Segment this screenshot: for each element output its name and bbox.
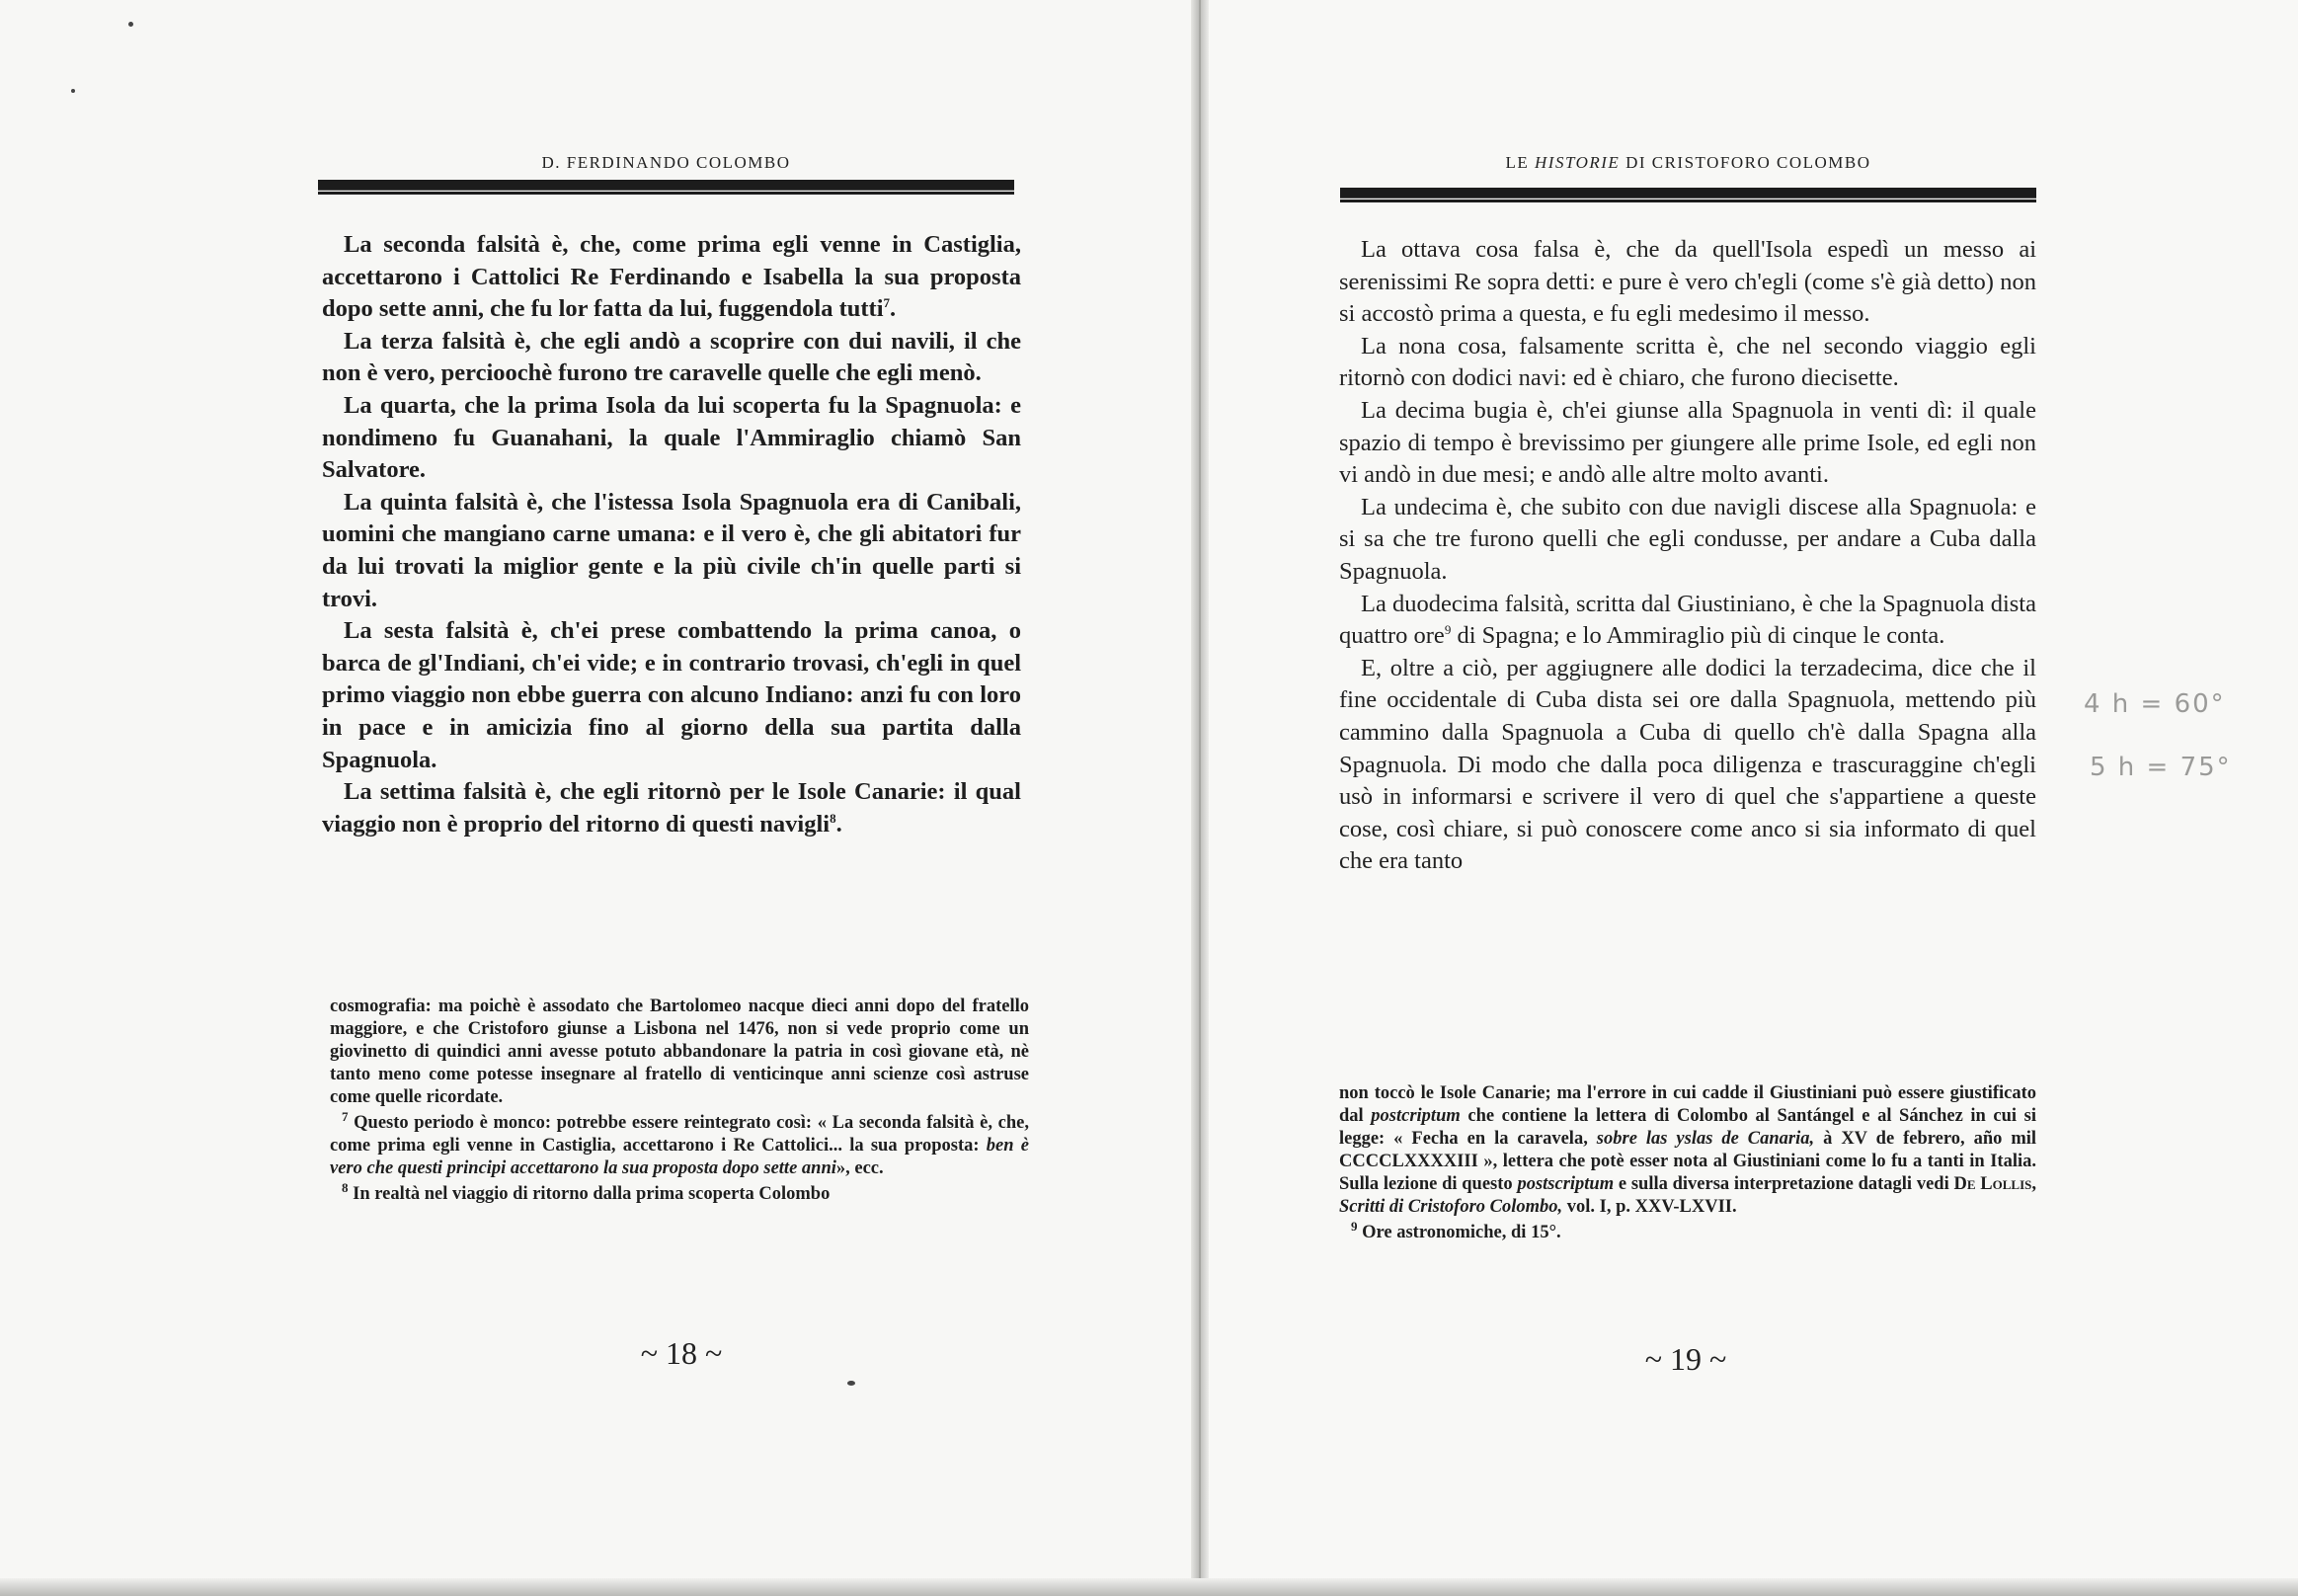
paper-speck [847,1381,855,1386]
paragraph: La sesta falsità è, ch'ei prese combattendo la prima canoa, o barca de gl'Indiani, ch'ei vide; e in contrario trovasi, ch'egli in quel primo viaggio non ebbe guerra con alcuno Indiano: anzi fu con loro in pace e in amicizia fino al giorno della sua partita dalla Spagnuola. [322,617,1021,773]
footnotes-left [330,996,1029,1206]
page-number-left: ~ 18 ~ [640,1335,723,1371]
paragraph: La quinta falsità è, che l'istessa Isola Spagnuola era di Canibali, uomini che mangiano carne umana: e il vero è, che gli abitatori fur da lui trovati la miglior gente e la più civile ch'in quelle parti si trovi. [322,488,1021,612]
footnote-ref[interactable]: 8 [830,810,836,826]
footnote-7: $^7$ Questo periodo è monco: potrebbe essere reintegrato così: « La seconda falsità è, che, come prima egli venne in Castiglia, accettarono i Re Cattolici... la sua proposta: ben è vero che questi principi accettarono la sua proposta dopo sette anni», ecc. [330,1108,1029,1178]
paragraph: La settima falsità è, che egli ritornò per le Isole Canarie: il qual viaggio non è proprio del ritorno di questi navigli$^8$. [322,778,1021,838]
header-rule-right [1340,188,2036,199]
footnote-ref[interactable]: 9 [1444,621,1452,637]
paragraph: La nona cosa, falsamente scritta è, che nel secondo viaggio egli ritornò con dodici navi: ed è chiaro, che furono diecisette. [1339,332,2036,392]
book-gutter [1191,0,1209,1596]
footnote-continuation: cosmografia: ma poichè è assodato che Bartolomeo nacque dieci anni dopo del fratello maggiore, e che Cristoforo giunse a Lisbona nel 1476, non si vede proprio come un giovinetto di quindici anni avesse potuto abbandonare la patria in così giovane età, nè tanto meno come potesse insegnare al fratello di venticinque anni scienze così astruse come quelle ricordate. [330,997,1029,1107]
footnote-8: $^8$ In realtà nel viaggio di ritorno dalla prima scoperta Colombo [342,1179,831,1204]
paragraph: La terza falsità è, che egli andò a scoprire con dui navili, il che non è vero, percioochè furono tre caravelle quelle che egli menò. [322,327,1021,387]
paragraph: E, oltre a ciò, per aggiugnere alle dodici la terzadecima, dice che il fine occidentale di Cuba dista sei ore dalla Spagnuola, mettendo più cammino dalla Spagnuola a Cuba di quello ch'è dalla Spagna alla Spagnuola. Di modo che dalla poca diligenza e trascuraggine ch'egli usò in informarsi e scrivere il vero di quel che s'appartiene a queste cose, così chiare, si può conoscere come anco si sia informato di quel che era tanto [1339,654,2036,875]
paragraph: La ottava cosa falsa è, che da quell'Isola espedì un messo ai serenissimi Re sopra detti: e pure è vero ch'egli (come s'è già detto) non si accostò prima a questa, e fu egli medesimo il messo. [1339,236,2036,328]
paragraph: La decima bugia è, ch'ei giunse alla Spagnuola in venti dì: il quale spazio di tempo è brevissimo per giungere alle prime Isole, ed egli non vi andò in due mesi; e andò alle altre molto avanti. [1339,396,2036,489]
handwritten-margin-note: 4 h = 60° [2084,689,2226,719]
body-text-left [322,229,1021,840]
running-head-right: LE HISTORIE DI CRISTOFORO COLOMBO [1505,153,1871,172]
paper-speck [71,89,75,93]
paper-speck [128,22,133,27]
header-rule-left [318,180,1014,191]
footnote-9: $^9$ Ore astronomiche, di 15°. [1351,1218,1561,1242]
paragraph: La duodecima falsità, scritta dal Giustiniano, è che la Spagnuola dista quattro ore$^9$ di Spagna; e lo Ammiraglio più di cinque le conta. [1339,590,2036,650]
paragraph: La seconda falsità è, che, come prima egli venne in Castiglia, accettarono i Cattolici Re Ferdinando e Isabella la sua proposta dopo sette anni, che fu lor fatta da lui, fuggendola tutti$^7$. [322,231,1021,323]
footnote-ref[interactable]: 7 [883,295,891,311]
running-head-left: D. FERDINANDO COLOMBO [541,153,791,172]
footnotes-right [1339,1082,2036,1244]
page-bottom-edge [0,1578,2298,1596]
footnote-continuation: non toccò le Isole Canarie; ma l'errore in cui cadde il Giustiniani può essere giustificato dal postcriptum che contiene la lettera di Colombo al Santángel e al Sánchez in cui si legge: « Fecha en la caravela, sobre las yslas de Canaria, à XV de febrero, año mil CCCCLXXXXIII », lettera che potè esser nota al Giustiniani come lo fu a tanti in Italia. Sulla lezione di questo postscriptum e sulla diversa interpretazione datagli vedi De Lollis, Scritti di Cristoforo Colombo, vol. I, p. XXV-LXVII. [1339,1083,2037,1217]
page-number-right: ~ 19 ~ [1644,1341,1727,1377]
paragraph: La undecima è, che subito con due navigli discese alla Spagnuola: e si sa che tre furono quelli che egli condusse, per andare a Cuba dalla Spagnuola. [1339,493,2036,585]
handwritten-margin-note: 5 h = 75° [2090,753,2232,782]
paragraph: La quarta, che la prima Isola da lui scoperta fu la Spagnuola: e nondimeno fu Guanahani, la quale l'Ammiraglio chiamò San Salvatore. [322,391,1021,484]
body-text-right [1339,234,2036,878]
